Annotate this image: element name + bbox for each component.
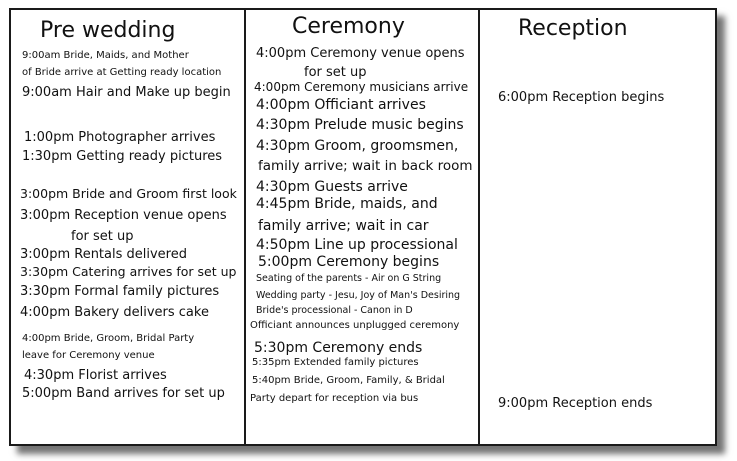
schedule-item: 3:00pm Bride and Groom first look <box>20 186 237 201</box>
schedule-item: 4:50pm Line up processional <box>256 237 458 253</box>
schedule-item: of Bride arrive at Getting ready location <box>22 67 222 78</box>
schedule-item: 4:45pm Bride, maids, and <box>256 196 438 212</box>
schedule-item: 4:00pm Bride, Groom, Bridal Party <box>22 333 195 344</box>
music-item: Wedding party - Jesu, Joy of Man's Desiring <box>256 290 461 301</box>
schedule-item: 3:30pm Catering arrives for set up <box>20 264 237 279</box>
schedule-item: 5:00pm Ceremony begins <box>258 254 440 270</box>
schedule-item: 1:30pm Getting ready pictures <box>22 149 223 164</box>
schedule-item: 5:40pm Bride, Groom, Family, & Bridal <box>252 375 445 386</box>
schedule-item: 4:00pm Ceremony venue opens <box>256 46 465 61</box>
schedule-item: for set up <box>71 229 134 244</box>
schedule-item: 4:30pm Guests arrive <box>256 179 408 195</box>
schedule-item: 4:30pm Prelude music begins <box>256 117 464 133</box>
schedule-item: family arrive; wait in back room <box>258 158 473 174</box>
schedule-item: 3:00pm Rentals delivered <box>20 247 187 262</box>
schedule-item: 1:00pm Photographer arrives <box>24 130 216 145</box>
music-item: Seating of the parents - Air on G String <box>256 273 442 284</box>
schedule-item: 5:30pm Ceremony ends <box>254 340 423 356</box>
schedule-item: 3:00pm Reception venue opens <box>20 208 227 223</box>
schedule-item: 9:00am Hair and Make up begin <box>22 85 231 100</box>
column-divider <box>478 8 480 444</box>
column-title: Pre wedding <box>40 18 176 43</box>
column-divider <box>244 8 246 444</box>
schedule-item: 9:00am Bride, Maids, and Mother <box>22 50 189 61</box>
schedule-item: family arrive; wait in car <box>258 218 429 234</box>
column-title: Ceremony <box>292 14 405 39</box>
schedule-item: Officiant announces unplugged ceremony <box>250 320 460 331</box>
schedule-item: for set up <box>304 65 367 80</box>
schedule-item: leave for Ceremony venue <box>22 350 155 361</box>
schedule-item: Party depart for reception via bus <box>250 393 419 404</box>
schedule-item: 5:35pm Extended family pictures <box>252 357 419 368</box>
schedule-item: 6:00pm Reception begins <box>498 90 665 105</box>
schedule-item: 3:30pm Formal family pictures <box>20 284 220 299</box>
schedule-item: 4:30pm Groom, groomsmen, <box>256 138 459 154</box>
schedule-item: 9:00pm Reception ends <box>498 396 653 411</box>
music-item: Bride's processional - Canon in D <box>256 305 413 316</box>
schedule-item: 4:00pm Officiant arrives <box>256 97 426 113</box>
schedule-item: 4:00pm Bakery delivers cake <box>20 305 209 320</box>
column-title: Reception <box>518 16 628 41</box>
schedule-item: 5:00pm Band arrives for set up <box>22 386 225 401</box>
schedule-item: 4:30pm Florist arrives <box>24 368 167 383</box>
schedule-item: 4:00pm Ceremony musicians arrive <box>254 80 469 94</box>
